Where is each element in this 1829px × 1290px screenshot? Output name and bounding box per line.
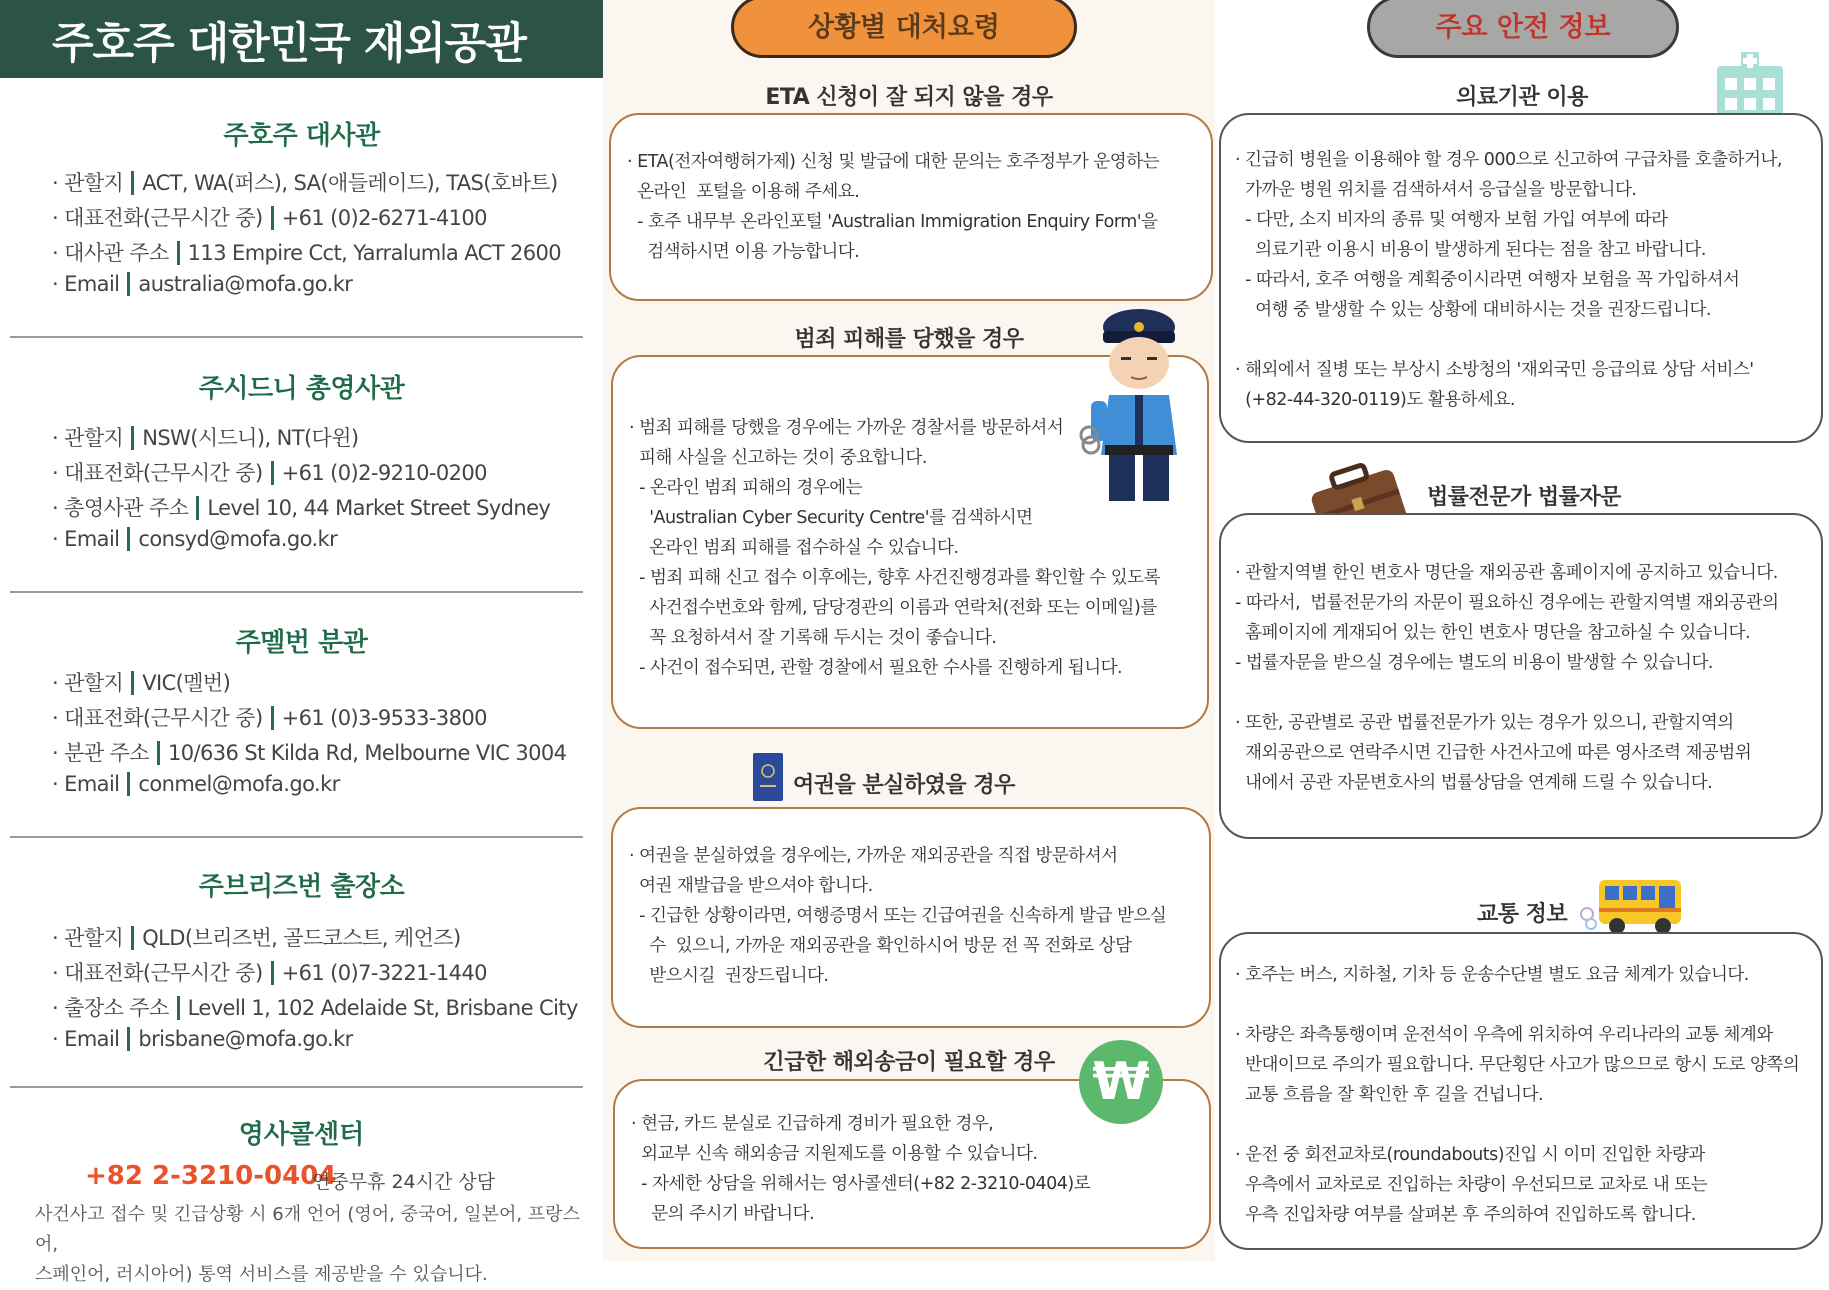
office-row: · 대표전화(근무시간 중) +61 (0)7-3221-1440 [52,961,487,985]
office-row: · 총영사관 주소 Level 10, 44 Market Street Sydney [52,496,551,520]
text-line: 꼭 요청하셔서 잘 기록해 두시는 것이 좋습니다. [629,628,997,648]
text-line [1235,325,1782,355]
school-bus-icon [1579,874,1685,940]
left-column [0,0,603,1285]
office-title: 주멜번 분관 [235,628,368,658]
row-value[interactable]: brisbane@mofa.go.kr [138,1027,353,1051]
legal-text [1235,558,1779,798]
text-line: 교통 흐름을 잘 확인한 후 길을 건넙니다. [1235,1085,1544,1105]
text-line: · 긴급히 병원을 이용해야 할 경우 000으로 신고하여 구급차를 호출하거나, [1235,150,1782,170]
text-line: 홈페이지에 게재되어 있는 한인 변호사 명단을 참고하실 수 있습니다. [1235,623,1751,643]
row-value: QLD(브리즈번, 골드코스트, 케언즈) [142,926,461,950]
text-line: · 운전 중 회전교차로(roundabouts)진입 시 이미 진입한 차량과 [1235,1145,1705,1165]
passport-card [611,807,1211,1028]
row-key: 대표전화(근무시간 중) [64,961,263,985]
row-key: 대표전화(근무시간 중) [64,706,263,730]
text-line: 여권 재발급을 받으셔야 합니다. [629,876,873,896]
row-key: 관할지 [64,426,124,450]
text-line: - 사건이 접수되면, 관할 경찰에서 필요한 수사를 진행하게 됩니다. [629,658,1123,678]
call-center-desc-line: 스페인어, 러시아어) 통역 서비스를 제공받을 수 있습니다. [35,1264,488,1285]
text-line: - 자세한 상담을 위해서는 영사콜센터(+82 2-3210-0404)로 [631,1174,1091,1194]
text-line: - 범죄 피해 신고 접수 이후에는, 향후 사건진행경과를 확인할 수 있도록 [629,568,1160,588]
text-line: - 따라서, 호주 여행을 계획중이시라면 여행자 보험을 꼭 가입하셔서 [1235,270,1740,290]
row-key: 총영사관 주소 [64,496,189,520]
eta-text [627,147,1159,267]
text-line: 반대이므로 주의가 필요합니다. 무단횡단 사고가 많으므로 항시 도로 양쪽의 [1235,1055,1800,1075]
office-row: · Email consyd@mofa.go.kr [52,527,338,551]
divider [10,336,583,338]
call-center-hours: 연중무휴 24시간 상담 [312,1171,496,1193]
text-line: 수 있으니, 가까운 재외공관을 확인하시어 방문 전 꼭 전화로 상담 [629,936,1132,956]
text-line: · 여권을 분실하였을 경우에는, 가까운 재외공관을 직접 방문하셔서 [629,846,1118,866]
text-line: - 따라서, 법률전문가의 자문이 필요하신 경우에는 관할지역별 재외공관의 [1235,593,1779,613]
row-value[interactable]: consyd@mofa.go.kr [138,527,338,551]
medical-text [1235,145,1782,415]
office-title: 주시드니 총영사관 [198,374,405,404]
page-title: 주호주 대한민국 재외공관 [52,19,526,69]
row-value: +61 (0)7-3221-1440 [281,961,487,985]
medical-title: 의료기관 이용 [1456,85,1588,110]
eta-title: ETA 신청이 잘 되지 않을 경우 [765,85,1053,110]
office-row: · Email australia@mofa.go.kr [52,272,353,296]
right-column [1215,0,1829,1261]
row-key: 대표전화(근무시간 중) [64,206,263,230]
situation-badge: 상황별 대처요령 [731,0,1077,58]
row-key: 관할지 [64,171,124,195]
crime-title: 범죄 피해를 당했을 경우 [794,327,1024,352]
text-line: 우측 진입차량 여부를 살펴본 후 주의하여 진입하도록 합니다. [1235,1205,1696,1225]
remit-title: 긴급한 해외송금이 필요할 경우 [763,1050,1055,1075]
passport-title: 여권을 분실하였을 경우 [793,773,1015,798]
row-key: Email [64,272,120,296]
eta-card [609,113,1213,301]
left-header [0,0,603,78]
legal-title: 법률전문가 법률자문 [1427,485,1621,510]
passport-icon [753,753,783,801]
text-line: - 온라인 범죄 피해의 경우에는 [629,478,863,498]
text-line: - 호주 내무부 온라인포털 'Australian Immigration Enquiry Form'을 [627,212,1158,232]
text-line: · 또한, 공관별로 공관 법률전문가가 있는 경우가 있으니, 관할지역의 [1235,713,1734,733]
text-line: 여행 중 발생할 수 있는 상황에 대비하시는 것을 권장드립니다. [1235,300,1711,320]
text-line: - 다만, 소지 비자의 종류 및 여행자 보험 가입 여부에 따라 [1235,210,1668,230]
call-center-phone[interactable]: +82 2-3210-0404 [85,1161,337,1191]
text-line: · 현금, 카드 분실로 긴급하게 경비가 필요한 경우, [631,1114,994,1134]
text-line: 내에서 공관 자문변호사의 법률상담을 연계해 드릴 수 있습니다. [1235,773,1713,793]
text-line: 'Australian Cyber Security Centre'를 검색하시면 [629,508,1033,528]
traffic-title: 교통 정보 [1477,902,1568,927]
row-key: 관할지 [64,926,124,950]
row-value[interactable]: conmel@mofa.go.kr [138,772,340,796]
divider [10,1086,583,1088]
row-value: Level 10, 44 Market Street Sydney [207,496,551,520]
row-value: NSW(시드니), NT(다윈) [142,426,359,450]
text-line: · 해외에서 질병 또는 부상시 소방청의 '재외국민 응급의료 상담 서비스' [1235,360,1754,380]
office-row: · 출장소 주소 Levell 1, 102 Adelaide St, Brisbane City [52,996,578,1020]
row-key: 대표전화(근무시간 중) [64,461,263,485]
traffic-text [1235,960,1799,1230]
row-key: Email [64,1027,120,1051]
text-line: - 법률자문을 받으실 경우에는 별도의 비용이 발생할 수 있습니다. [1235,653,1713,673]
text-line [1235,1110,1799,1140]
office-row: · 분관 주소 10/636 St Kilda Rd, Melbourne VIC 3004 [52,741,567,765]
office-row: · 대표전화(근무시간 중) +61 (0)3-9533-3800 [52,706,487,730]
legal-card [1219,513,1823,839]
text-line: · 호주는 버스, 지하철, 기차 등 운송수단별 별도 요금 체계가 있습니다. [1235,965,1749,985]
office-title: 주호주 대사관 [223,121,380,151]
divider [10,591,583,593]
row-value[interactable]: australia@mofa.go.kr [138,272,353,296]
row-value: 113 Empire Cct, Yarralumla ACT 2600 [187,241,562,265]
passport-text [629,841,1166,991]
office-row: · 대표전화(근무시간 중) +61 (0)2-9210-0200 [52,461,487,485]
row-value: +61 (0)2-6271-4100 [281,206,487,230]
text-line: 검색하시면 이용 가능합니다. [627,242,860,262]
text-line: 재외공관으로 연락주시면 긴급한 사건사고에 따른 영사조력 제공범위 [1235,743,1752,763]
text-line: 피해 사실을 신고하는 것이 중요합니다. [629,448,927,468]
won-coin-icon: ₩ [1079,1040,1163,1124]
text-line: 사건접수번호와 함께, 담당경관의 이름과 연락처(전화 또는 이메일)를 [629,598,1157,618]
call-center-desc-line: 사건사고 접수 및 긴급상황 시 6개 언어 (영어, 중국어, 일본어, 프랑스어, [35,1204,580,1255]
text-line: 우측에서 교차로로 진입하는 차량이 우선되므로 교차로 내 또는 [1235,1175,1708,1195]
row-key: 관할지 [64,671,124,695]
text-line: 온라인 포털을 이용해 주세요. [627,182,860,202]
office-row: · 관할지 ACT, WA(퍼스), SA(애들레이드), TAS(호바트) [52,171,558,195]
safety-badge: 주요 안전 정보 [1367,0,1679,58]
text-line: · 관할지역별 한인 변호사 명단을 재외공관 홈페이지에 공지하고 있습니다. [1235,563,1778,583]
row-key: 분관 주소 [64,741,149,765]
office-row: · Email brisbane@mofa.go.kr [52,1027,353,1051]
police-officer-icon [1081,305,1191,510]
text-line: 온라인 범죄 피해를 접수하실 수 있습니다. [629,538,959,558]
office-row: · 관할지 NSW(시드니), NT(다윈) [52,426,359,450]
divider [10,836,583,838]
office-row: · 관할지 VIC(멜번) [52,671,231,695]
row-key: Email [64,527,120,551]
row-key: Email [64,772,120,796]
medical-card [1219,113,1823,443]
office-title: 주브리즈번 출장소 [198,872,405,902]
text-line: 가까운 병원 위치를 검색하셔서 응급실을 방문합니다. [1235,180,1637,200]
call-center-desc [35,1200,595,1290]
traffic-card [1219,932,1823,1250]
text-line: 받으시길 권장드립니다. [629,966,829,986]
remit-text [631,1109,1090,1229]
text-line: · ETA(전자여행허가제) 신청 및 발급에 대한 문의는 호주정부가 운영하는 [627,152,1160,172]
row-key: 대사관 주소 [64,241,169,265]
row-value: +61 (0)2-9210-0200 [281,461,487,485]
row-value: 10/636 St Kilda Rd, Melbourne VIC 3004 [167,741,567,765]
office-row: · 관할지 QLD(브리즈번, 골드코스트, 케언즈) [52,926,461,950]
row-value: +61 (0)3-9533-3800 [281,706,487,730]
row-value: ACT, WA(퍼스), SA(애들레이드), TAS(호바트) [142,171,558,195]
office-row: · Email conmel@mofa.go.kr [52,772,340,796]
text-line [1235,678,1779,708]
text-line [1235,990,1799,1020]
middle-column [603,0,1215,1261]
text-line: · 차량은 좌측통행이며 운전석이 우측에 위치하여 우리나라의 교통 체계와 [1235,1025,1773,1045]
text-line: (+82-44-320-0119)도 활용하세요. [1235,390,1515,410]
text-line: 의료기관 이용시 비용이 발생하게 된다는 점을 참고 바랍니다. [1235,240,1706,260]
text-line: - 긴급한 상황이라면, 여행증명서 또는 긴급여권을 신속하게 발급 받으실 [629,906,1167,926]
office-row: · 대표전화(근무시간 중) +61 (0)2-6271-4100 [52,206,487,230]
office-row: · 대사관 주소 113 Empire Cct, Yarralumla ACT 2600 [52,241,562,265]
text-line: 문의 주시기 바랍니다. [631,1204,815,1224]
row-key: 출장소 주소 [64,996,169,1020]
text-line: · 범죄 피해를 당했을 경우에는 가까운 경찰서를 방문하셔서 [629,418,1064,438]
call-center-title: 영사콜센터 [238,1120,365,1150]
text-line: 외교부 신속 해외송금 지원제도를 이용할 수 있습니다. [631,1144,1038,1164]
row-value: VIC(멜번) [142,671,231,695]
row-value: Levell 1, 102 Adelaide St, Brisbane City [187,996,578,1020]
